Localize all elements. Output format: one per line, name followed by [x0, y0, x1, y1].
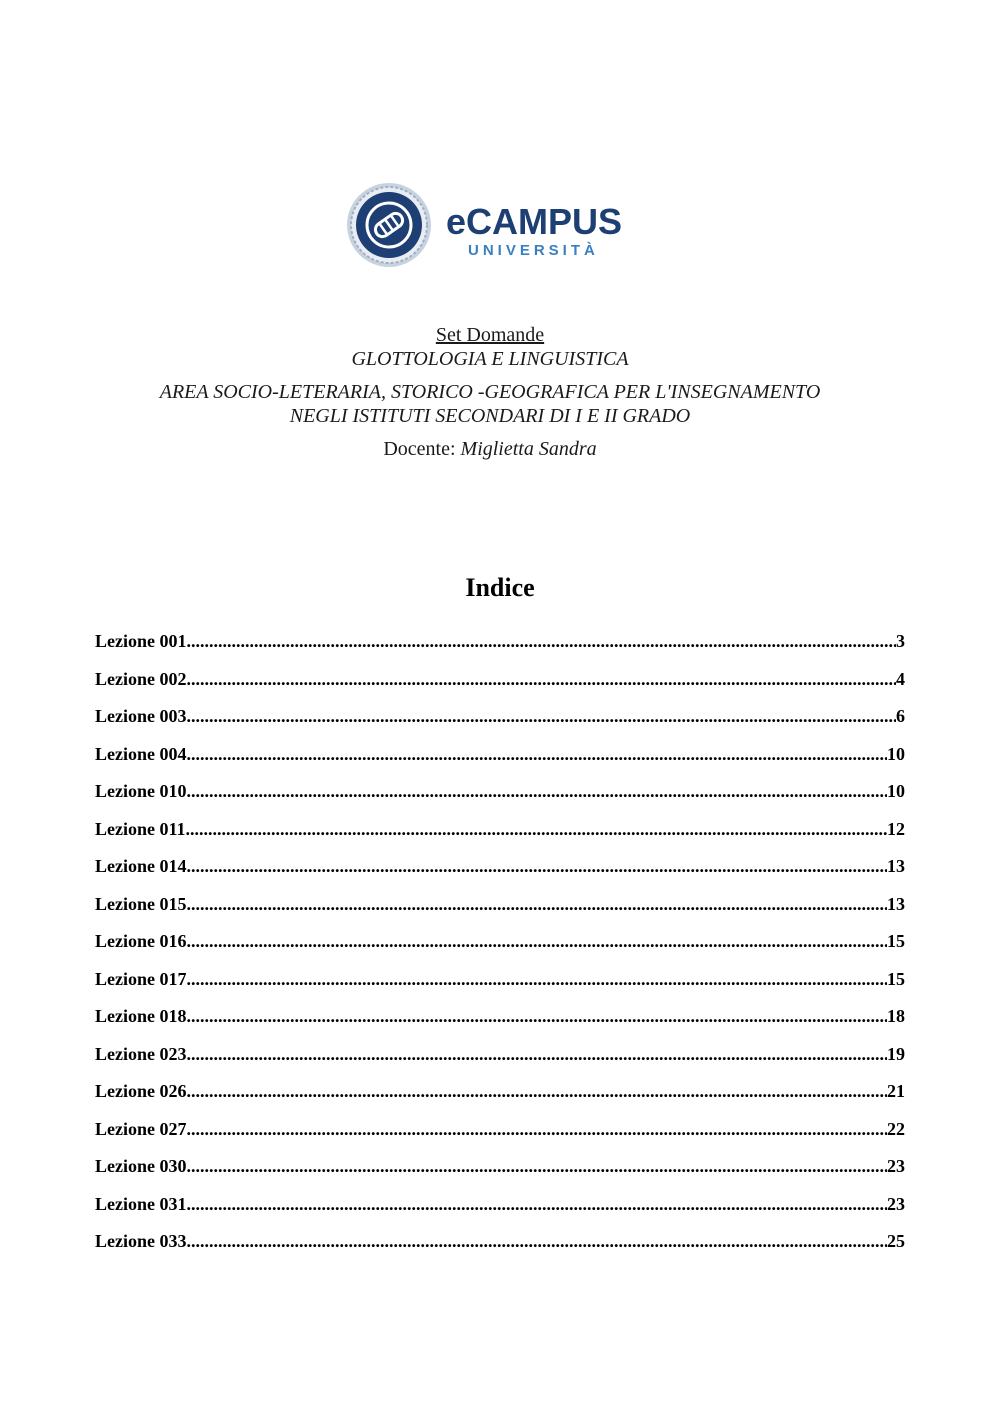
toc-entry-page: 6 — [896, 706, 905, 726]
docente-line — [0, 437, 980, 461]
toc-entry[interactable] — [95, 1119, 905, 1157]
ecampus-logo — [346, 182, 646, 272]
toc-entry[interactable] — [95, 1006, 905, 1044]
toc-entry-page: 23 — [887, 1193, 905, 1214]
toc-leader-dots — [187, 1194, 888, 1215]
toc-leader-dots — [187, 856, 888, 877]
toc-entry-page: 10 — [887, 743, 905, 764]
toc-entry[interactable] — [95, 931, 905, 969]
toc-entry-label: Lezione 015 — [95, 893, 187, 914]
toc-entry-page: 13 — [887, 856, 905, 876]
toc-entry[interactable] — [95, 856, 905, 894]
toc-entry-page: 18 — [887, 1006, 905, 1026]
toc-entry-label: Lezione 001 — [95, 631, 187, 651]
brand-subtitle: UNIVERSITÀ — [468, 242, 599, 259]
toc-entry-page: 25 — [887, 1231, 905, 1251]
toc-leader-dots — [187, 1006, 888, 1027]
brand-name: eCAMPUS — [446, 201, 623, 242]
toc-leader-dots — [187, 744, 888, 765]
toc-entry-page: 22 — [887, 1118, 905, 1139]
toc-entry[interactable] — [95, 1194, 905, 1232]
toc-entry-label: Lezione 016 — [95, 931, 187, 951]
docente-name: Miglietta Sandra — [460, 438, 597, 460]
toc-entry-page: 12 — [887, 818, 905, 839]
index-title: Indice — [465, 573, 535, 602]
toc-entry[interactable] — [95, 1156, 905, 1194]
toc-entry-label: Lezione 030 — [95, 1156, 187, 1176]
toc-entry-label: Lezione 018 — [95, 1006, 187, 1026]
toc-entry-page: 3 — [896, 631, 905, 651]
toc-entry-page: 10 — [887, 781, 905, 801]
toc-leader-dots — [187, 781, 888, 802]
toc-entry-page: 13 — [887, 893, 905, 914]
ecampus-seal-icon — [346, 182, 432, 268]
toc-entry-page: 19 — [887, 1043, 905, 1064]
toc-leader-dots — [187, 1044, 888, 1065]
toc-entry-label: Lezione 003 — [95, 706, 187, 726]
toc-entry-label: Lezione 026 — [95, 1081, 187, 1101]
toc-leader-dots — [187, 931, 888, 952]
toc-entry-label: Lezione 033 — [95, 1231, 187, 1251]
toc-entry-label: Lezione 023 — [95, 1043, 187, 1064]
toc-leader-dots — [187, 706, 897, 727]
toc-leader-dots — [187, 669, 897, 690]
toc-leader-dots — [186, 819, 888, 840]
toc-entry[interactable] — [95, 669, 905, 707]
set-title: Set Domande — [435, 324, 545, 346]
toc-leader-dots — [187, 1156, 888, 1177]
toc-leader-dots — [187, 1081, 888, 1102]
toc-entry-label: Lezione 010 — [95, 781, 187, 801]
toc-entry[interactable] — [95, 1231, 905, 1269]
toc-entry[interactable] — [95, 744, 905, 782]
toc-entry-label: Lezione 014 — [95, 856, 187, 876]
toc-entry[interactable] — [95, 1044, 905, 1082]
toc-entry[interactable] — [95, 819, 905, 857]
toc-entry-page: 4 — [896, 668, 905, 689]
toc-leader-dots — [187, 631, 897, 652]
toc-leader-dots — [187, 1231, 888, 1252]
toc-leader-dots — [187, 1119, 888, 1140]
docente-label: Docente: — [383, 438, 461, 460]
toc-entry-label: Lezione 002 — [95, 668, 187, 689]
toc-entry[interactable] — [95, 631, 905, 669]
toc-entry[interactable] — [95, 706, 905, 744]
toc-leader-dots — [187, 969, 888, 990]
table-of-contents — [95, 631, 905, 1269]
toc-entry-label: Lezione 031 — [95, 1193, 187, 1214]
toc-leader-dots — [187, 894, 888, 915]
toc-entry-page: 23 — [887, 1156, 905, 1176]
toc-entry-page: 15 — [887, 968, 905, 989]
toc-entry[interactable] — [95, 781, 905, 819]
toc-entry-label: Lezione 027 — [95, 1118, 187, 1139]
course-title: GLOTTOLOGIA E LINGUISTICA — [351, 348, 629, 370]
toc-entry-label: Lezione 017 — [95, 968, 187, 989]
area-line-2: NEGLI ISTITUTI SECONDARI DI I E II GRADO — [289, 405, 691, 427]
toc-entry[interactable] — [95, 894, 905, 932]
toc-entry[interactable] — [95, 969, 905, 1007]
toc-entry-page: 15 — [887, 931, 905, 951]
area-line-1: AREA SOCIO-LETERARIA, STORICO -GEOGRAFICA PER L'INSEGNAMENTO — [159, 381, 821, 403]
toc-entry-label: Lezione 011 — [95, 818, 186, 839]
toc-entry[interactable] — [95, 1081, 905, 1119]
toc-entry-page: 21 — [887, 1081, 905, 1101]
toc-entry-label: Lezione 004 — [95, 743, 187, 764]
